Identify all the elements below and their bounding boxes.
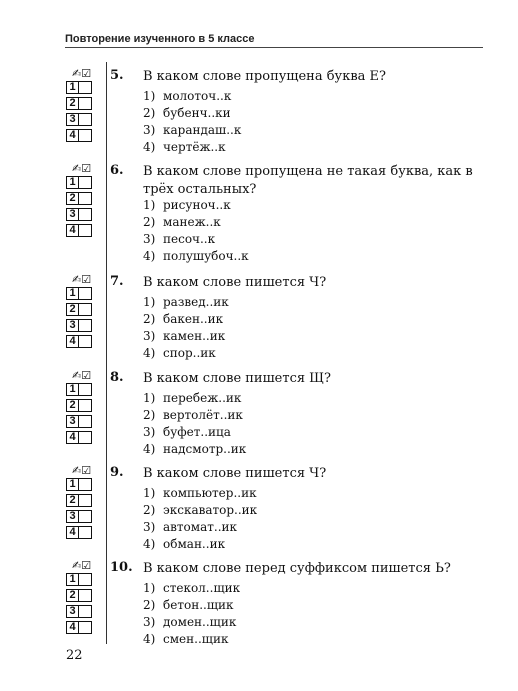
- answer-cell[interactable]: [79, 208, 92, 221]
- option-item: 1) стекол..щик: [143, 581, 241, 595]
- answer-number: 4: [66, 621, 79, 634]
- options-list: [143, 485, 257, 553]
- answer-box: [66, 370, 102, 446]
- option-item: 3) карандаш..к: [143, 123, 242, 137]
- answer-number: 1: [66, 383, 79, 396]
- option-item: 2) бакен..ик: [143, 312, 224, 326]
- option-item: 1) рисуноч..к: [143, 198, 231, 212]
- option-item: 3) автомат..ик: [143, 520, 238, 534]
- options-list: [143, 390, 246, 458]
- answer-cell[interactable]: [79, 113, 92, 126]
- options-list: [143, 294, 229, 362]
- answer-cell[interactable]: [79, 478, 92, 491]
- answer-cell[interactable]: [79, 431, 92, 444]
- header-rule: [65, 47, 483, 48]
- option-item: 1) перебеж..ик: [143, 391, 242, 405]
- answer-number: 4: [66, 129, 79, 142]
- question-number: 6.: [110, 163, 124, 178]
- option-item: 3) буфет..ица: [143, 425, 231, 439]
- answer-number: 3: [66, 605, 79, 618]
- options-list: [143, 580, 240, 648]
- answer-number: 1: [66, 573, 79, 586]
- answer-number: 4: [66, 224, 79, 237]
- answer-cell[interactable]: [79, 319, 92, 332]
- option-item: 4) спор..ик: [143, 346, 216, 360]
- answer-number: 4: [66, 335, 79, 348]
- answer-number: 3: [66, 113, 79, 126]
- answer-number: 2: [66, 192, 79, 205]
- option-item: 3) камен..ик: [143, 329, 226, 343]
- question-number: 8.: [110, 370, 124, 385]
- question-number: 7.: [110, 274, 124, 289]
- answer-number: 3: [66, 510, 79, 523]
- answer-number: 2: [66, 303, 79, 316]
- pen-check-icon: ✍☑: [72, 464, 92, 477]
- answer-cell[interactable]: [79, 399, 92, 412]
- option-item: 2) манеж..к: [143, 215, 221, 229]
- option-item: 4) обман..ик: [143, 537, 226, 551]
- pen-check-icon: ✍☑: [72, 369, 92, 382]
- answer-cell[interactable]: [79, 97, 92, 110]
- answer-number: 2: [66, 399, 79, 412]
- answer-number: 3: [66, 208, 79, 221]
- margin-line: [106, 62, 107, 644]
- answer-cell[interactable]: [79, 335, 92, 348]
- answer-cell[interactable]: [79, 81, 92, 94]
- answer-number: 1: [66, 478, 79, 491]
- option-item: 1) компьютер..ик: [143, 486, 257, 500]
- options-list: [143, 88, 241, 156]
- options-list: [143, 197, 249, 265]
- answer-box: [66, 560, 102, 636]
- answer-cell[interactable]: [79, 176, 92, 189]
- option-item: 4) полушубоч..к: [143, 249, 249, 263]
- question-number: 9.: [110, 465, 124, 480]
- option-item: 2) бубенч..ки: [143, 106, 231, 120]
- answer-box: [66, 163, 102, 239]
- option-item: 4) чертёж..к: [143, 140, 226, 154]
- answer-cell[interactable]: [79, 510, 92, 523]
- option-item: 3) песоч..к: [143, 232, 216, 246]
- answer-cell[interactable]: [79, 383, 92, 396]
- answer-number: 4: [66, 431, 79, 444]
- answer-cell[interactable]: [79, 573, 92, 586]
- question-text: В каком слове пишется Ч?: [143, 466, 327, 481]
- answer-number: 3: [66, 319, 79, 332]
- question-text: В каком слове пропущена не такая буква, как в трёх остальных?: [143, 164, 473, 197]
- answer-cell[interactable]: [79, 526, 92, 539]
- answer-number: 1: [66, 81, 79, 94]
- question-text: В каком слове перед суффиксом пишется Ь?: [143, 561, 451, 576]
- answer-cell[interactable]: [79, 621, 92, 634]
- answer-box: [66, 68, 102, 144]
- answer-number: 1: [66, 287, 79, 300]
- answer-cell[interactable]: [79, 605, 92, 618]
- answer-box: [66, 465, 102, 541]
- answer-box: [66, 274, 102, 350]
- page-number: 22: [66, 648, 83, 663]
- answer-number: 2: [66, 589, 79, 602]
- answer-cell[interactable]: [79, 494, 92, 507]
- pen-check-icon: ✍☑: [72, 67, 92, 80]
- question-number: 10.: [110, 560, 133, 575]
- option-item: 4) смен..щик: [143, 632, 229, 646]
- option-item: 2) вертолёт..ик: [143, 408, 243, 422]
- answer-number: 4: [66, 526, 79, 539]
- answer-cell[interactable]: [79, 589, 92, 602]
- answer-cell[interactable]: [79, 129, 92, 142]
- answer-cell[interactable]: [79, 192, 92, 205]
- answer-number: 1: [66, 176, 79, 189]
- option-item: 2) экскаватор..ик: [143, 503, 258, 517]
- answer-cell[interactable]: [79, 224, 92, 237]
- answer-number: 2: [66, 494, 79, 507]
- pen-check-icon: ✍☑: [72, 162, 92, 175]
- option-item: 4) надсмотр..ик: [143, 442, 247, 456]
- answer-cell[interactable]: [79, 415, 92, 428]
- pen-check-icon: ✍☑: [72, 559, 92, 572]
- question-text: В каком слове пропущена буква Е?: [143, 69, 386, 84]
- option-item: 3) домен..щик: [143, 615, 237, 629]
- question-number: 5.: [110, 68, 124, 83]
- question-text: В каком слове пишется Ч?: [143, 275, 327, 290]
- answer-number: 3: [66, 415, 79, 428]
- option-item: 1) развед..ик: [143, 295, 229, 309]
- option-item: 2) бетон..щик: [143, 598, 234, 612]
- question-text: В каком слове пишется Щ?: [143, 371, 331, 386]
- option-item: 1) молоточ..к: [143, 89, 232, 103]
- pen-check-icon: ✍☑: [72, 273, 92, 286]
- answer-number: 2: [66, 97, 79, 110]
- answer-cell[interactable]: [79, 303, 92, 316]
- page-header: Повторение изученного в 5 классе: [65, 33, 255, 45]
- answer-cell[interactable]: [79, 287, 92, 300]
